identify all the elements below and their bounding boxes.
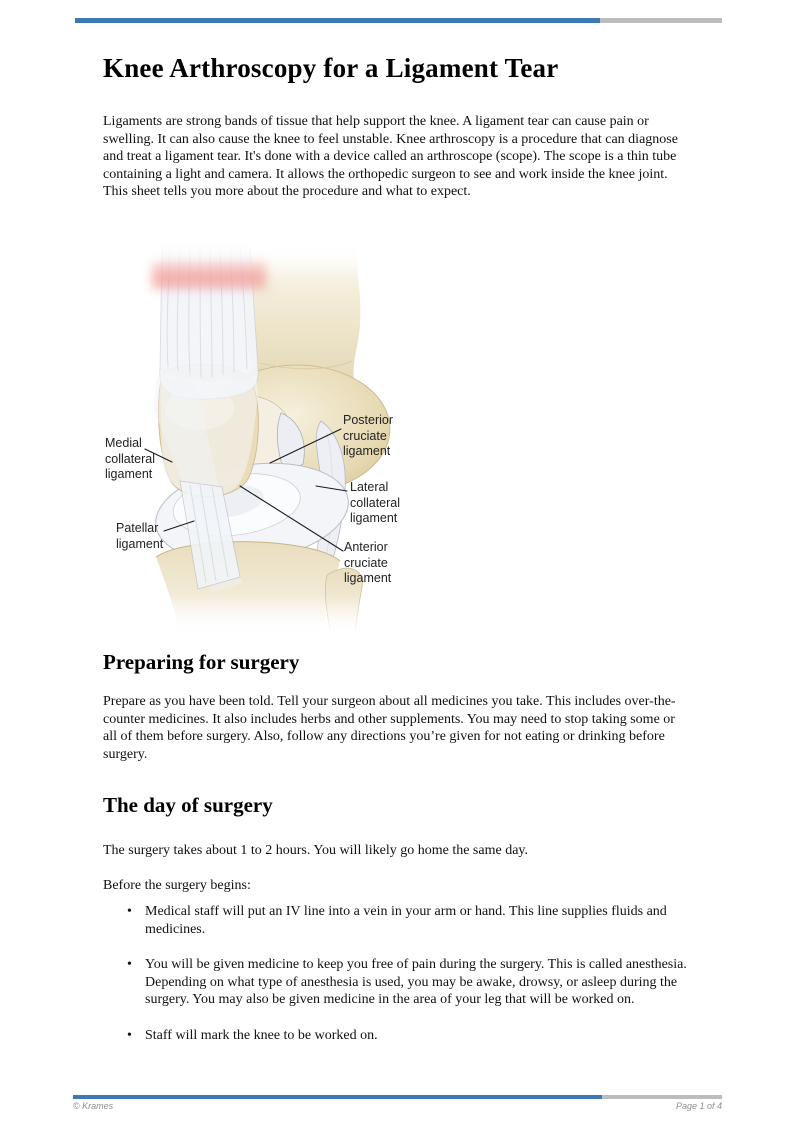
intro-paragraph: Ligaments are strong bands of tissue that help support the knee. A ligament tear can cause pain or swelling. It can also cause the knee to feel unstable. Knee arthroscopy is a procedure that can diagnose and treat a ligament tear. It's done with a device called an arthroscope (scope). The scope is a thin tube containing a light and camera. It allows the orthopedic surgeon to see and work inside the knee joint. This sheet tells you more about the procedure and what to expect. — [103, 114, 678, 200]
footer-copyright: © Krames — [73, 1101, 114, 1111]
before-surgery-bullet-list — [103, 903, 693, 1063]
section-heading-preparing-for-surgery: Preparing for surgery — [103, 650, 300, 674]
bottom-fade — [100, 595, 440, 635]
section-heading-day-of-surgery: The day of surgery — [103, 793, 273, 817]
figure-label-posterior-cruciate-ligament: Posterior cruciate ligament — [343, 413, 394, 458]
footer-accent-bar-gray — [602, 1095, 722, 1099]
figure-label-patellar-ligament: Patellar ligament — [116, 521, 164, 551]
bullet-iv-line: • Medical staff will put an IV line into a vein in your arm or hand. This line supplies fluids and medicines. — [103, 903, 693, 938]
bullet-anesthesia: • You will be given medicine to keep you free of pain during the surgery. This is called anesthesia. Depending on what type of anesthesia is used, you may be awake, drowsy, or asleep during the surgery. You may also be given medicine in the area of your leg that will be worked on. — [103, 956, 693, 1009]
bullet-mark-knee: • Staff will mark the knee to be worked on. — [103, 1027, 693, 1045]
header-accent-bar-gray — [600, 18, 722, 23]
knee-illustration-figure — [100, 243, 440, 635]
header-accent-bar-blue — [75, 18, 600, 23]
day-paragraph-duration: The surgery takes about 1 to 2 hours. You will likely go home the same day. — [103, 843, 528, 858]
day-paragraph-before-begins: Before the surgery begins: — [103, 878, 251, 893]
figure-label-anterior-cruciate-ligament: Anterior cruciate ligament — [344, 540, 392, 585]
footer-accent-bar-blue — [73, 1095, 602, 1099]
footer-accent-bar — [73, 1095, 722, 1099]
header-accent-bar — [75, 18, 722, 23]
figure-label-medial-collateral-ligament: Medial collateral ligament — [105, 436, 156, 481]
top-fade — [100, 243, 440, 277]
preparing-paragraph: Prepare as you have been told. Tell your surgeon about all medicines you take. This includes over-the-counter medicines. It also includes herbs and other supplements. You may need to stop taking some or all of them before surgery. Also, follow any directions you’re given for not eating or drinking before surgery. — [103, 694, 676, 762]
figure-label-lateral-collateral-ligament: Lateral collateral ligament — [350, 480, 401, 525]
page-title: Knee Arthroscopy for a Ligament Tear — [103, 53, 559, 83]
footer-page-number: Page 1 of 4 — [675, 1101, 722, 1111]
